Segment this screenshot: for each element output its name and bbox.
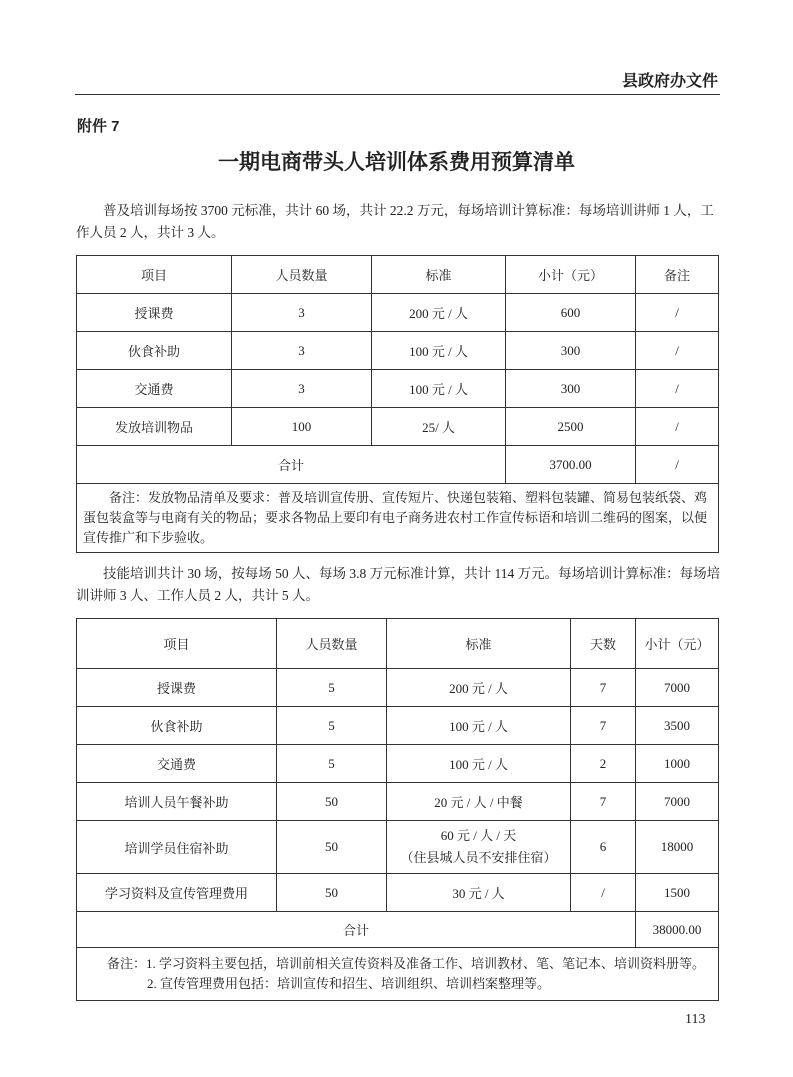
cell: 50 [277,821,387,874]
cell: 200 元 / 人 [387,669,571,707]
cell: 300 [506,370,636,408]
table-note: 备注：发放物品清单及要求：普及培训宣传册、宣传短片、快递包装箱、塑料包装罐、简易包装纸袋、鸡蛋包装盒等与电商有关的物品；要求各物品上要印有电子商务进农村工作宣传标语和培训二维码的图案，以便宣传推广和下步验收。 [77,484,719,553]
cell: 30 元 / 人 [387,874,571,912]
cell: 600 [506,294,636,332]
table-row [77,669,719,707]
header-rule [75,94,720,95]
table-row [77,874,719,912]
cell: / [636,332,719,370]
cell: 学习资料及宣传管理费用 [77,874,277,912]
total-label: 合计 [77,912,636,948]
cell: 3 [232,332,372,370]
column-header: 项目 [77,619,277,669]
budget-table-2 [76,618,719,1001]
cell: 授课费 [77,669,277,707]
column-header: 标准 [372,256,506,294]
total-value: 38000.00 [636,912,719,948]
total-value: 3700.00 [506,446,636,484]
cell: 50 [277,783,387,821]
intro-paragraph-1: 普及培训每场按 3700 元标准，共计 60 场，共计 22.2 万元，每场培训计算标准：每场培训讲师 1 人，工作人员 2 人，共计 3 人。 [76,203,714,240]
table-row [77,707,719,745]
cell: 1000 [636,745,719,783]
cell: 1500 [636,874,719,912]
cell: 3 [232,294,372,332]
cell: 3500 [636,707,719,745]
budget-table-1 [76,255,719,553]
column-header: 小计（元） [506,256,636,294]
cell: 7000 [636,669,719,707]
cell: 培训学员住宿补助 [77,821,277,874]
document-title: 一期电商带头人培训体系费用预算清单 [218,151,575,174]
column-header: 项目 [77,256,232,294]
total-row [77,912,719,948]
cell: 发放培训物品 [77,408,232,446]
cell: 6 [571,821,636,874]
column-header: 天数 [571,619,636,669]
cell: 7 [571,783,636,821]
cell: 25/ 人 [372,408,506,446]
table-row [77,332,719,370]
standard-note: （住县城人员不安排住宿） [400,850,557,865]
page-number: 113 [685,1012,706,1027]
column-header: 小计（元） [636,619,719,669]
cell: 伙食补助 [77,332,232,370]
cell: 7 [571,707,636,745]
cell: 7000 [636,783,719,821]
standard-text: 60 元 / 人 / 天 [440,828,517,843]
table-row [77,783,719,821]
cell: 3 [232,370,372,408]
cell: 100 [232,408,372,446]
note-line-2: 2. 宣传管理费用包括：培训宣传和招生、培训组织、培训档案整理等。 [147,976,551,991]
table-header-row [77,256,719,294]
intro-paragraph-2: 技能培训共计 30 场，按每场 50 人、每场 3.8 万元标准计算，共计 114 万元。每场培训计算标准：每场培训讲师 3 人、工作人员 2 人，共计 5 人。 [76,566,721,603]
cell: 5 [277,745,387,783]
total-label: 合计 [77,446,506,484]
table-row [77,408,719,446]
note-row [77,484,719,553]
attachment-label: 附件 7 [77,118,120,135]
cell: 18000 [636,821,719,874]
table-row [77,294,719,332]
cell: / [636,446,719,484]
cell: 5 [277,707,387,745]
column-header: 标准 [387,619,571,669]
table-header-row [77,619,719,669]
cell: 2 [571,745,636,783]
cell: 交通费 [77,745,277,783]
cell [387,821,571,874]
cell: 300 [506,332,636,370]
table-row [77,745,719,783]
table-row [77,821,719,874]
cell: 7 [571,669,636,707]
column-header: 备注 [636,256,719,294]
cell: 交通费 [77,370,232,408]
note-line-1: 备注：1. 学习资料主要包括，培训前相关宣传资料及准备工作、培训教材、笔、笔记本、培训资料册等。 [107,956,706,971]
column-header: 人员数量 [232,256,372,294]
note-row [77,948,719,1001]
cell: 100 元 / 人 [372,370,506,408]
cell: 50 [277,874,387,912]
total-row [77,446,719,484]
cell: 培训人员午餐补助 [77,783,277,821]
cell: / [571,874,636,912]
cell: 2500 [506,408,636,446]
cell: 5 [277,669,387,707]
cell: / [636,294,719,332]
cell: 100 元 / 人 [387,707,571,745]
column-header: 人员数量 [277,619,387,669]
cell: 20 元 / 人 / 中餐 [387,783,571,821]
cell: 授课费 [77,294,232,332]
table-row [77,370,719,408]
table-note [77,948,719,1001]
running-header: 县政府办文件 [621,73,718,90]
cell: 伙食补助 [77,707,277,745]
cell: / [636,370,719,408]
cell: 200 元 / 人 [372,294,506,332]
cell: / [636,408,719,446]
cell: 100 元 / 人 [387,745,571,783]
cell: 100 元 / 人 [372,332,506,370]
